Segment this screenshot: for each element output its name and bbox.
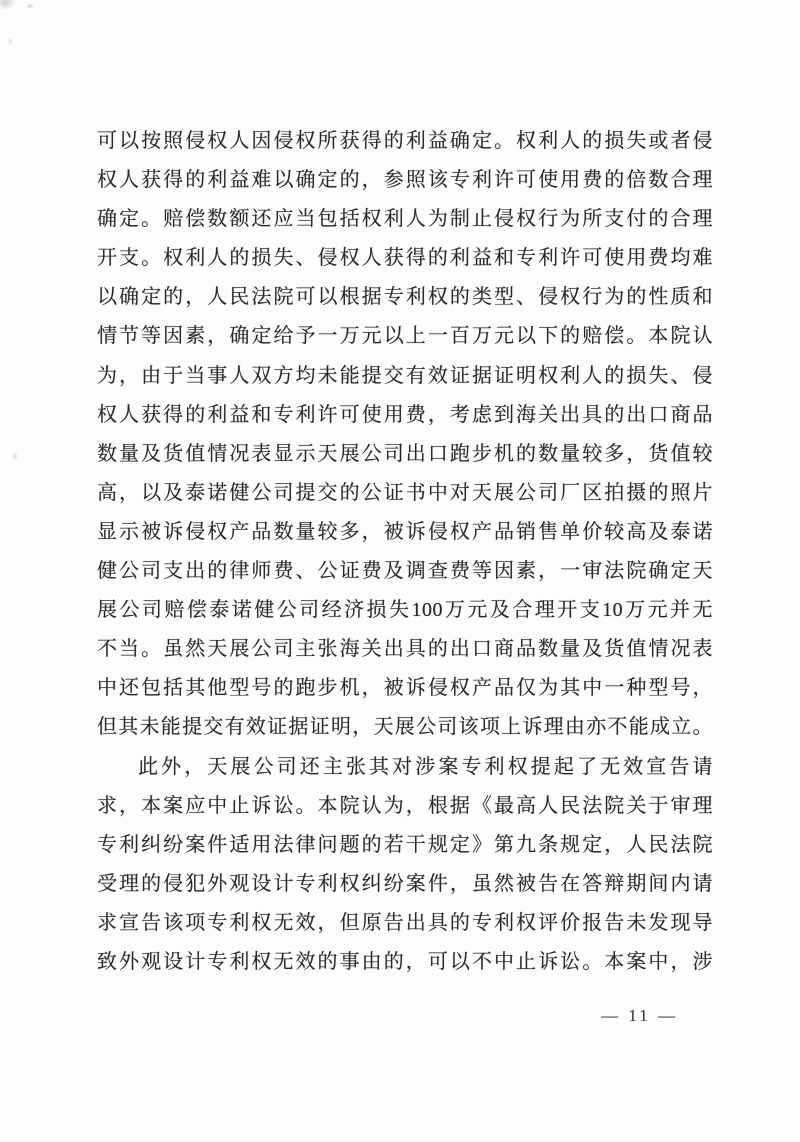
text-line: 中还包括其他型号的跑步机，被诉侵权产品仅为其中一种型号， xyxy=(97,677,713,700)
text-line: 开支。权利人的损失、侵权人获得的利益和专利许可使用费均难 xyxy=(97,247,713,270)
text-line: 健公司支出的律师费、公证费及调查费等因素，一审法院确定天 xyxy=(97,560,713,583)
scan-artifact xyxy=(8,37,13,45)
text-line: 情节等因素，确定给予一万元以上一百万元以下的赔偿。本院认 xyxy=(97,325,713,348)
page-number: — 11 — xyxy=(601,1006,678,1025)
text-line: 受理的侵犯外观设计专利权纠纷案件，虽然被告在答辩期间内请 xyxy=(97,872,713,895)
body-text xyxy=(97,122,713,982)
text-line: 为，由于当事人双方均未能提交有效证据证明权利人的损失、侵 xyxy=(97,364,713,387)
scan-artifact xyxy=(26,3,34,9)
text-line: 可以按照侵权人因侵权所获得的利益确定。权利人的损失或者侵 xyxy=(97,130,713,152)
text-line: 不当。虽然天展公司主张海关出具的出口商品数量及货值情况表 xyxy=(97,638,713,661)
text-line: 求，本案应中止诉讼。本院认为，根据《最高人民法院关于审理 xyxy=(97,794,713,817)
text-line: 权人获得的利益难以确定的，参照该专利许可使用费的倍数合理 xyxy=(97,169,713,192)
text-line: 权人获得的利益和专利许可使用费，考虑到海关出具的出口商品 xyxy=(97,403,713,426)
text-line: 显示被诉侵权产品数量较多，被诉侵权产品销售单价较高及泰诺 xyxy=(97,520,713,543)
text-line: 以确定的，人民法院可以根据专利权的类型、侵权行为的性质和 xyxy=(97,286,713,309)
text-line: 高，以及泰诺健公司提交的公证书中对天展公司厂区拍摄的照片 xyxy=(97,481,713,504)
text-line: 展公司赔偿泰诺健公司经济损失100万元及合理开支10万元并无 xyxy=(97,599,713,622)
text-line: 确定。赔偿数额还应当包括权利人为制止侵权行为所支付的合理 xyxy=(97,208,713,231)
text-line: 但其未能提交有效证据证明，天展公司该项上诉理由亦不能成立。 xyxy=(97,716,713,739)
scan-smudge xyxy=(0,0,16,10)
text-line: 求宣告该项专利权无效，但原告出具的专利权评价报告未发现导 xyxy=(97,911,713,934)
scan-artifact xyxy=(12,452,18,461)
text-line: 专利纠纷案件适用法律问题的若干规定》第九条规定，人民法院 xyxy=(97,833,713,856)
text-line-paragraph-start: 此外，天展公司还主张其对涉案专利权提起了无效宣告请 xyxy=(138,755,713,778)
text-line: 致外观设计专利权无效的事由的，可以不中止诉讼。本案中，涉 xyxy=(97,950,713,973)
text-line: 数量及货值情况表显示天展公司出口跑步机的数量较多，货值较 xyxy=(97,442,713,465)
